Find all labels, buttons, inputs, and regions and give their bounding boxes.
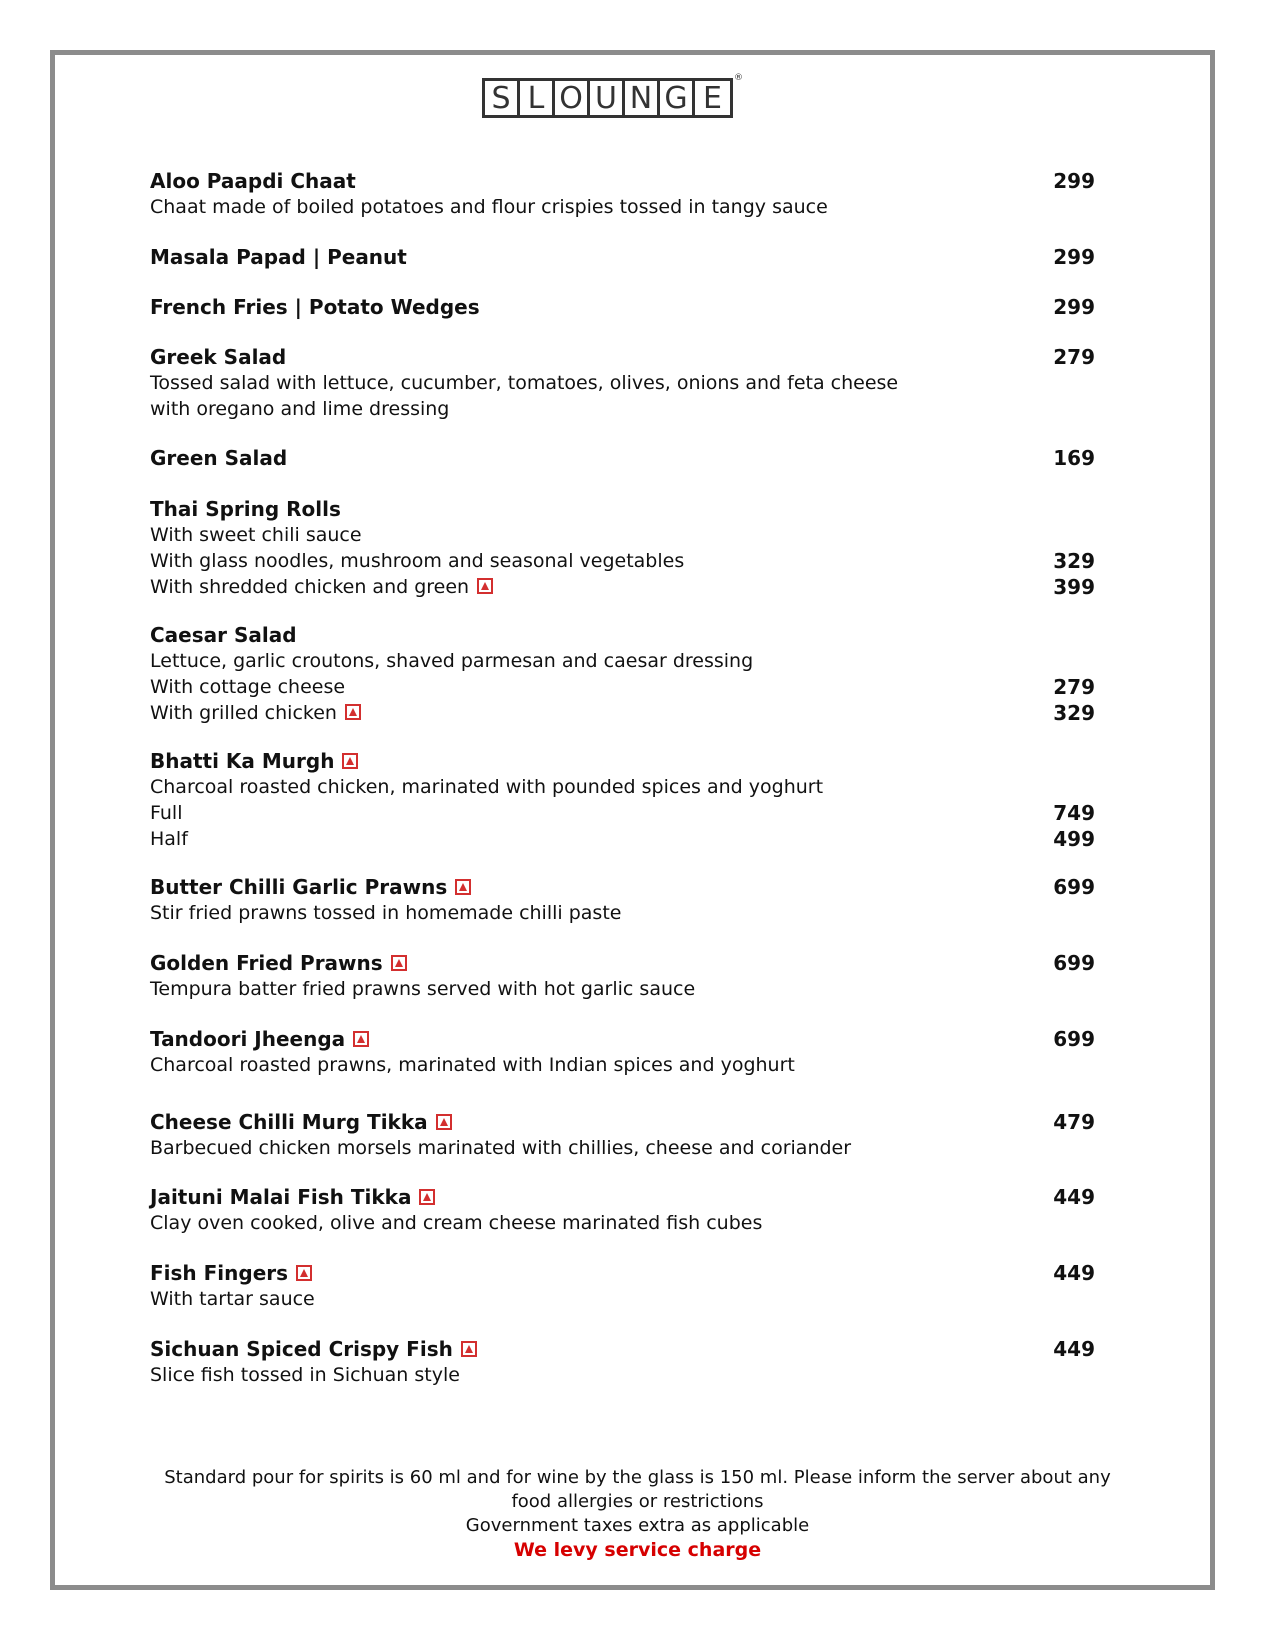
menu-item (150, 1109, 1095, 1161)
menu-item-price: 449 (1053, 1185, 1095, 1209)
menu-item-name: Green Salad (150, 446, 288, 470)
menu-item (150, 748, 1095, 852)
menu-item-description: With sweet chili sauce (150, 524, 362, 546)
menu-item-line (150, 1052, 1095, 1078)
menu-item-description: With shredded chicken and green (150, 576, 470, 598)
menu-item-description: Full (150, 802, 183, 824)
footer-allergy-note: food allergies or restrictions (511, 1491, 764, 1512)
menu-item-name: Jaituni Malai Fish Tikka (150, 1185, 412, 1209)
menu-item-description: With cottage cheese (150, 676, 346, 698)
menu-item-line (150, 370, 1095, 396)
menu-item-price: 699 (1053, 951, 1095, 975)
menu-item-description: Barbecued chicken morsels marinated with chillies, cheese and coriander (150, 1137, 852, 1159)
menu-item-name: French Fries | Potato Wedges (150, 295, 480, 319)
menu-item-line (150, 674, 1095, 700)
non-veg-icon (391, 955, 407, 971)
menu-item-header (150, 294, 1095, 320)
menu-item-line (150, 800, 1095, 826)
menu-item-price: 299 (1053, 169, 1095, 193)
menu-item (150, 950, 1095, 1002)
non-veg-icon (477, 578, 493, 594)
menu-item-description: Chaat made of boiled potatoes and flour crispies tossed in tangy sauce (150, 196, 828, 218)
menu-item-header (150, 1184, 1095, 1210)
menu-item-line (150, 976, 1095, 1002)
menu-item-header (150, 344, 1095, 370)
non-veg-icon (342, 753, 358, 769)
non-veg-icon (353, 1031, 369, 1047)
menu-item-header (150, 168, 1095, 194)
menu-item-line (150, 700, 1095, 726)
menu-footer (150, 1466, 1125, 1562)
menu-item-name: Cheese Chilli Murg Tikka (150, 1110, 428, 1134)
menu-item-name: Thai Spring Rolls (150, 497, 341, 521)
menu-item-description: Charcoal roasted prawns, marinated with Indian spices and yoghurt (150, 1054, 795, 1076)
menu-item-description: Tossed salad with lettuce, cucumber, tomatoes, olives, onions and feta cheese (150, 372, 899, 394)
menu-item-description: Half (150, 828, 188, 850)
non-veg-icon (296, 1265, 312, 1281)
menu-item-description: Slice fish tossed in Sichuan style (150, 1364, 460, 1386)
logo-letter-box (482, 78, 733, 118)
menu-item-line (150, 396, 1095, 422)
menu-item-price: 299 (1053, 245, 1095, 269)
menu-item-name: Aloo Paapdi Chaat (150, 169, 356, 193)
menu-item-line (150, 522, 1095, 548)
logo-letter: S (485, 81, 520, 115)
menu-item (150, 1184, 1095, 1236)
menu-item-variant-price: 329 (1053, 549, 1095, 573)
menu-item-header (150, 748, 1095, 774)
menu-item-line (150, 548, 1095, 574)
menu-item-price: 279 (1053, 345, 1095, 369)
logo-letter: N (625, 81, 660, 115)
footer-tax-note: Government taxes extra as applicable (465, 1515, 810, 1536)
menu-item-description: Lettuce, garlic croutons, shaved parmesan and caesar dressing (150, 650, 754, 672)
menu-item-line (150, 574, 1095, 600)
menu-item-price: 699 (1053, 875, 1095, 899)
menu-item-line (150, 1210, 1095, 1236)
logo-letter: G (660, 81, 695, 115)
menu-item-header (150, 496, 1095, 522)
menu-item-price: 449 (1053, 1337, 1095, 1361)
menu-item (150, 244, 1095, 270)
menu-item-header (150, 244, 1095, 270)
menu-item-line (150, 900, 1095, 926)
menu-item-name: Tandoori Jheenga (150, 1027, 346, 1051)
menu-item-line (150, 1286, 1095, 1312)
menu-item-variant-price: 499 (1053, 827, 1095, 851)
menu-item-description: With grilled chicken (150, 702, 337, 724)
menu-item-header (150, 622, 1095, 648)
menu-item-line (150, 826, 1095, 852)
menu-item-price: 169 (1053, 446, 1095, 470)
menu-item (150, 344, 1095, 422)
menu-item (150, 1026, 1095, 1078)
logo-letter: L (520, 81, 555, 115)
menu-item (150, 1336, 1095, 1388)
non-veg-icon (419, 1189, 435, 1205)
menu-item-line (150, 1135, 1095, 1161)
footer-service-charge: We levy service charge (513, 1539, 762, 1561)
menu-item-variant-price: 749 (1053, 801, 1095, 825)
menu-item-header (150, 874, 1095, 900)
menu-item-variant-price: 329 (1053, 701, 1095, 725)
non-veg-icon (461, 1341, 477, 1357)
non-veg-icon (345, 704, 361, 720)
menu-item-description: Clay oven cooked, olive and cream cheese marinated fish cubes (150, 1212, 763, 1234)
menu-item-name: Masala Papad | Peanut (150, 245, 407, 269)
non-veg-icon (436, 1114, 452, 1130)
menu-item-name: Butter Chilli Garlic Prawns (150, 875, 448, 899)
logo-letter: O (555, 81, 590, 115)
menu-item-line (150, 648, 1095, 674)
menu-item-price: 479 (1053, 1110, 1095, 1134)
menu-item-description: Tempura batter fried prawns served with hot garlic sauce (150, 978, 696, 1000)
menu-item-price: 449 (1053, 1261, 1095, 1285)
menu-item-header (150, 445, 1095, 471)
menu-item-line (150, 1362, 1095, 1388)
menu-item-description: With glass noodles, mushroom and seasonal vegetables (150, 550, 685, 572)
menu-item-header (150, 1026, 1095, 1052)
menu-item (150, 1260, 1095, 1312)
menu-item (150, 168, 1095, 220)
logo-letter: U (590, 81, 625, 115)
menu-item-description: With tartar sauce (150, 1288, 315, 1310)
menu-item-price: 699 (1053, 1027, 1095, 1051)
menu-item-header (150, 950, 1095, 976)
menu-item-name: Greek Salad (150, 345, 287, 369)
menu-item (150, 294, 1095, 320)
menu-item-line (150, 774, 1095, 800)
menu-item-name: Sichuan Spiced Crispy Fish (150, 1337, 453, 1361)
menu-item-line (150, 194, 1095, 220)
menu-item-header (150, 1336, 1095, 1362)
menu-item-name: Golden Fried Prawns (150, 951, 383, 975)
menu-item-variant-price: 279 (1053, 675, 1095, 699)
menu-item-header (150, 1109, 1095, 1135)
slounge-logo (482, 73, 743, 119)
menu-item-header (150, 1260, 1095, 1286)
non-veg-icon (455, 879, 471, 895)
menu-item-description: with oregano and lime dressing (150, 398, 450, 420)
logo-letter: E (703, 80, 722, 116)
menu-item-name: Bhatti Ka Murgh (150, 749, 335, 773)
menu-item-price: 299 (1053, 295, 1095, 319)
menu-item-variant-price: 399 (1053, 575, 1095, 599)
menu-item (150, 496, 1095, 600)
menu-item (150, 874, 1095, 926)
menu-item-description: Charcoal roasted chicken, marinated with pounded spices and yoghurt (150, 776, 824, 798)
registered-mark: ® (734, 73, 743, 83)
menu-item-name: Caesar Salad (150, 623, 297, 647)
menu-item-name: Fish Fingers (150, 1261, 289, 1285)
footer-pour-note: Standard pour for spirits is 60 ml and for wine by the glass is 150 ml. Please inform the server about any (164, 1467, 1111, 1488)
menu-item (150, 445, 1095, 471)
menu-item (150, 622, 1095, 726)
menu-item-description: Stir fried prawns tossed in homemade chilli paste (150, 902, 622, 924)
